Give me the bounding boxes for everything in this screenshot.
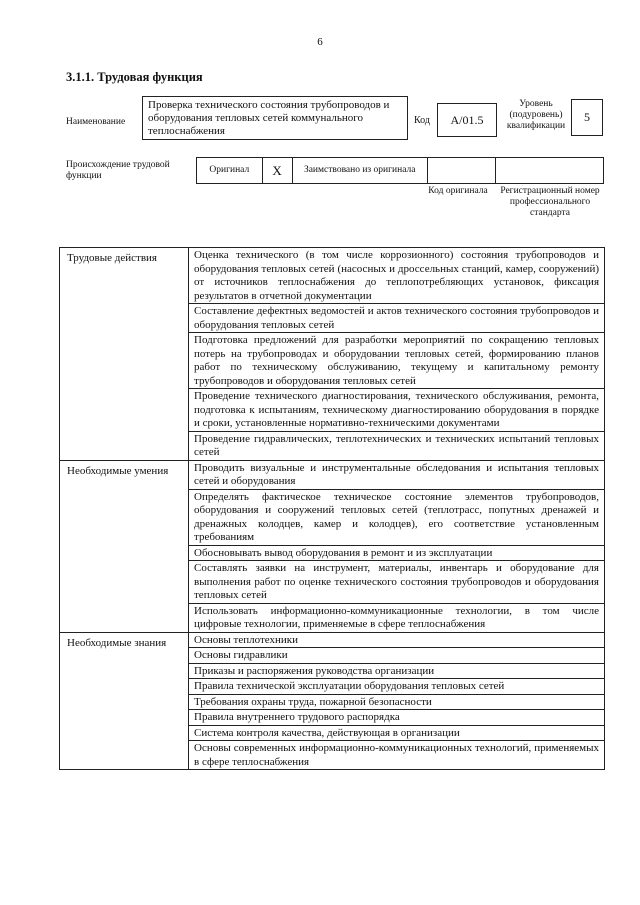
reg-number-caption: Регистрационный номер профессионального стандарта	[500, 186, 600, 218]
item-cell: Правила внутреннего трудового распорядка	[189, 710, 605, 726]
item-cell: Основы гидравлики	[189, 648, 605, 664]
item-cell: Система контроля качества, действующая в организации	[189, 725, 605, 741]
table-row	[60, 632, 605, 648]
item-cell: Обосновывать вывод оборудования в ремонт и из эксплуатации	[189, 545, 605, 561]
function-code: A/01.5	[437, 103, 497, 137]
page-number: 6	[317, 36, 323, 48]
item-cell: Правила технической эксплуатации оборудования тепловых сетей	[189, 679, 605, 695]
item-cell: Оценка технического (в том числе коррозионного) состояния трубопроводов и оборудования тепловых сетей (насосных и дроссельных станций, камер, сооружений) от источников теплоснабжения до теплопотребляющих установок, фиксация результатов в отчетной документации	[189, 248, 605, 304]
category-cell: Трудовые действия	[60, 248, 189, 461]
code-original-caption: Код оригинала	[428, 186, 488, 196]
qualification-level: 5	[571, 99, 603, 136]
item-cell: Проводить визуальные и инструментальные обследования и испытания тепловых сетей и оборудования	[189, 460, 605, 489]
item-cell: Определять фактическое техническое состояние элементов трубопроводов, оборудования и сооружений тепловых сетей (теплотрасс, попутных дренажей и дренажных колодцев, камер и колодцев), его соответствие установленным требованиям	[189, 489, 605, 545]
item-cell: Основы теплотехники	[189, 632, 605, 648]
item-cell: Проведение технического диагностирования, технического обслуживания, ремонта, подготовка к испытаниям, техническому диагностированию оборудования в порядке и сроки, установленные нормативно-техническими документами	[189, 389, 605, 432]
code-label: Код	[414, 115, 430, 126]
origin-label: Происхождение трудовой функции	[66, 160, 170, 181]
original-label: Оригинал	[197, 158, 263, 183]
borrowed-label: Заимствовано из оригинала	[293, 158, 428, 183]
function-name: Проверка технического состояния трубопроводов и оборудования тепловых сетей коммунального теплоснабжения	[142, 96, 408, 140]
name-label: Наименование	[66, 117, 126, 127]
original-mark: X	[263, 158, 293, 183]
reg-number-cell	[496, 158, 603, 183]
item-cell: Основы современных информационно-коммуникационных технологий, применяемых в сфере теплоснабжения	[189, 741, 605, 770]
table-row	[60, 460, 605, 489]
item-cell: Составлять заявки на инструмент, материалы, инвентарь и оборудование для выполнения работ по оценке технического состояния трубопроводов и оборудования тепловых сетей	[189, 561, 605, 604]
function-details-table	[59, 247, 605, 770]
category-cell: Необходимые знания	[60, 632, 189, 770]
qualification-level-label: Уровень (подуровень) квалификации	[506, 99, 566, 131]
item-cell: Использовать информационно-коммуникационные технологии, в том числе цифровые технологии, применяемые в сфере теплоснабжения	[189, 603, 605, 632]
origin-table	[196, 157, 604, 184]
item-cell: Составление дефектных ведомостей и актов технического состояния трубопроводов и оборудования тепловых сетей	[189, 304, 605, 333]
table-row	[60, 248, 605, 304]
item-cell: Требования охраны труда, пожарной безопасности	[189, 694, 605, 710]
category-cell: Необходимые умения	[60, 460, 189, 632]
original-code-cell	[428, 158, 496, 183]
section-title: 3.1.1. Трудовая функция	[66, 70, 203, 84]
item-cell: Подготовка предложений для разработки мероприятий по сокращению тепловых потерь на трубопроводах и оборудовании тепловых сетей, формированию планов работ по техническому обслуживанию, текущему и капитальному ремонту трубопроводов и оборудования тепловых сетей	[189, 333, 605, 389]
item-cell: Проведение гидравлических, теплотехнических и технических испытаний тепловых сетей	[189, 431, 605, 460]
item-cell: Приказы и распоряжения руководства организации	[189, 663, 605, 679]
